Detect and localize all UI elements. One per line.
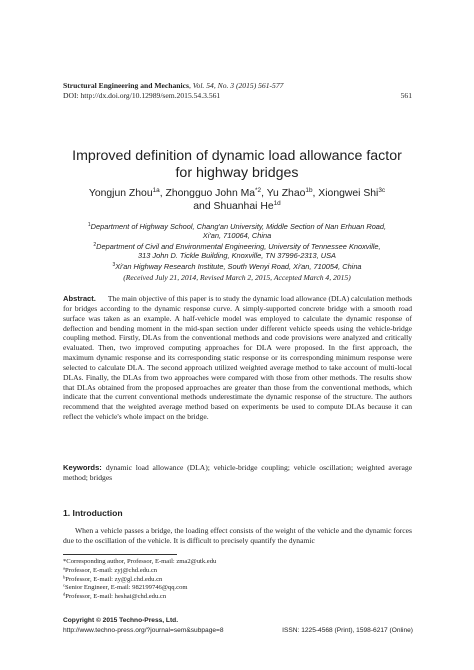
affiliation (80, 222, 394, 241)
author-sup: *2 (255, 187, 262, 194)
author-list (60, 187, 414, 213)
author-line-2: and Shuanhai $He^{1d}$ (193, 200, 281, 212)
section-heading: 1. Introduction (63, 508, 123, 518)
affiliation (80, 242, 394, 261)
affiliation-sup: 2 (93, 242, 97, 248)
author-sup: 1a (152, 187, 160, 194)
author-name: Shuanhai He (213, 201, 274, 212)
received-dates: (Received July 21, 2014, Revised March 2, 2015, Accepted March 4, 2015) (123, 273, 351, 282)
author-name: Xiongwei Shi (318, 188, 379, 199)
footnote (63, 567, 412, 576)
footnotes (63, 558, 412, 602)
keywords (63, 463, 412, 483)
footnote-text: Professor, E-mail: zyj@chd.edu.cn (65, 566, 158, 574)
affiliation-sup: 3 (112, 262, 116, 268)
affiliation-sup: 1 (87, 222, 91, 228)
publisher-url[interactable]: http://www.techno-press.org/?journal=sem&subpage=8 (63, 627, 224, 634)
keywords-label: Keywords: (63, 463, 102, 472)
footnote-sup: c (63, 582, 66, 588)
keywords-text: dynamic load allowance (DLA); vehicle-bridge coupling; vehicle oscillation; weighted average method; bridges (63, 463, 412, 482)
author-sup: 1b (305, 187, 313, 194)
affiliation-line: Xi'an, 710064, China (202, 231, 272, 241)
affiliation-line: 313 John D. Tickle Building, Knoxville, TN 37996-2313, USA (138, 251, 336, 261)
abstract (63, 294, 412, 422)
footnote-text: *Corresponding author, Professor, E-mail: zma2@utk.edu (63, 558, 217, 565)
footnote-sup: d (63, 591, 66, 597)
journal-citation: Structural Engineering and Mechanics, Vol. 54, No. 3 (2015) 561-577 (63, 81, 284, 90)
author-sup: 1d (273, 200, 281, 207)
affiliation (80, 262, 394, 271)
affiliations (80, 222, 394, 273)
author-sup: 3c (378, 187, 386, 194)
footnote-sup: b (63, 574, 66, 580)
affiliation-line: Department of Highway School, Chang'an University, Middle Section of Nan Erhuan Road, (90, 222, 387, 231)
page-number: 561 (400, 91, 412, 100)
footnote-text: Professor, E-mail: heshai@chd.edu.cn (65, 593, 167, 601)
title-line-2: for highway bridges (175, 165, 299, 181)
author-name: Yu Zhao (266, 188, 306, 199)
footnote-sup: a (63, 565, 66, 571)
paper-title (60, 148, 414, 182)
footnote-text: Professor, E-mail: zy@gl.chd.edu.cn (65, 575, 163, 583)
issn: ISSN: 1225-4568 (Print), 1598-6217 (Online) (282, 627, 413, 634)
affiliation-line: Xi'an Highway Research Institute, South Wenyi Road, Xi'an, 710054, China (115, 262, 362, 271)
footnote-divider (63, 554, 177, 555)
footnote (63, 584, 412, 593)
journal-name: Structural Engineering and Mechanics (63, 81, 189, 90)
footnote (63, 558, 412, 567)
author-line-1: Yongjun Zhou$^{1a}$, Zhongguo John Ma$^{*2}$, Yu Zhao$^{1b}$, Xiongwei Shi$^{3c}$ (88, 187, 386, 199)
author-name: Yongjun Zhou (88, 188, 153, 199)
title-line-1: Improved definition of dynamic load allowance factor (72, 148, 402, 164)
affiliation-line: Department of Civil and Environmental Engineering, University of Tennessee Knoxville, (96, 242, 381, 251)
volume-info: Vol. 54, No. 3 (2015) 561-577 (192, 81, 284, 90)
journal-header (63, 81, 412, 101)
copyright: Copyright © 2015 Techno-Press, Ltd. (63, 617, 179, 624)
author-name: Zhongguo John Ma (165, 188, 256, 199)
introduction-paragraph: When a vehicle passes a bridge, the loading effect consists of the weight of the vehicle and the dynamic forces due to the oscillation of the vehicle. It is difficult to precisely quantify the dynamic (63, 526, 412, 545)
footnote (63, 593, 412, 602)
footnote-text: Senior Engineer, E-mail: 982199746@qq.com (65, 584, 188, 592)
abstract-text: The main objective of this paper is to study the dynamic load allowance (DLA) calculation methods for bridges according to the dynamic response curve. A simply-supported concrete bridge with a smooth road surface was taken as an example. A half-vehicle model was employed to calculate the dynamic response of deflection and bending moment in the mid-span section under different vehicle speeds using the vehicle-bridge coupling method. Firstly, DLAs from the conventional methods and code provisions were analyzed and critically evaluated. Then, two improved computing approaches for DLA were proposed. In the first approach, the maximum dynamic response and its corresponding static response or its corresponding minimum response were selected to calculate DLA. The second approach utilized weighted average method to take account of multi-local DLAs. Finally, the DLAs from two approaches were compared with those from other methods. The results show that DLAs obtained from the proposed approaches are greater than those from the conventional methods, which indicate that the current conventional methods underestimate the dynamic response of the structure. The authors recommend that the weighted average method based on experiments be used to compute DLAs because it can reflect the vehicle's whole impact on the bridge. (63, 294, 412, 422)
doi-link[interactable]: DOI: http://dx.doi.org/10.12989/sem.2015.54.3.561 (63, 91, 221, 100)
abstract-label: Abstract. (63, 294, 96, 303)
